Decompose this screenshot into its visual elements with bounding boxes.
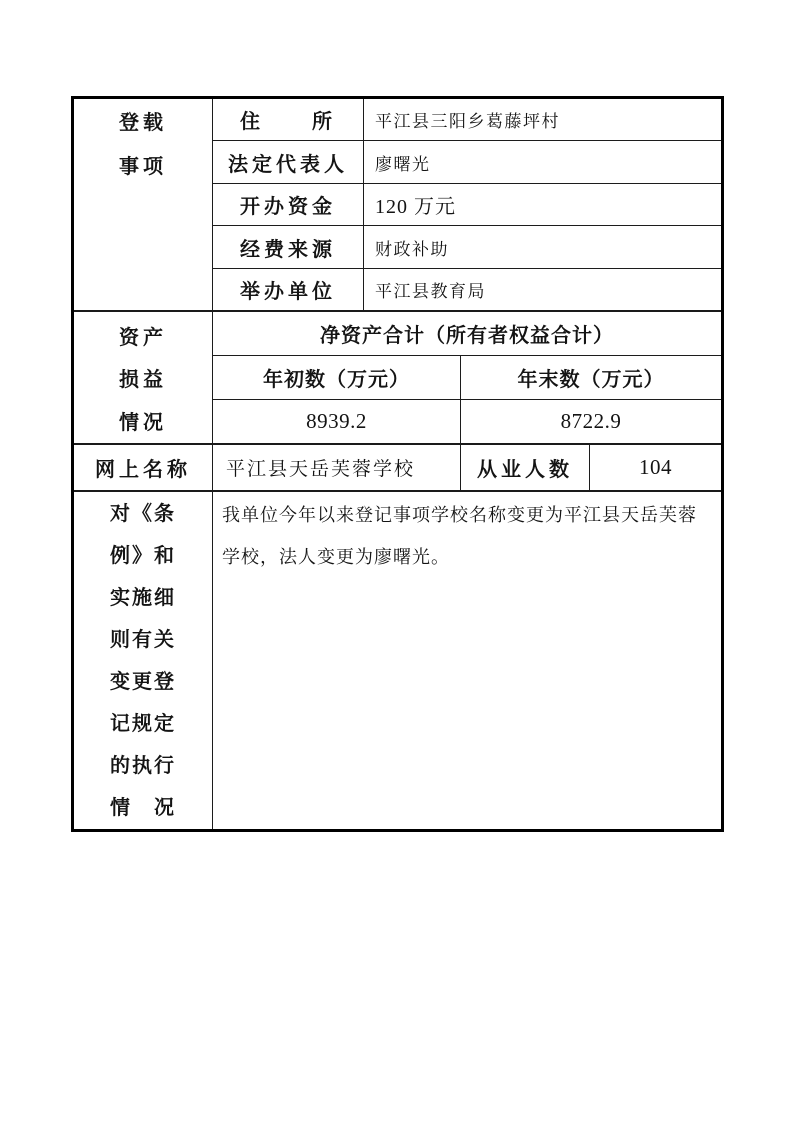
compliance-header-cell [74, 492, 213, 829]
compliance-statement: 我单位今年以来登记事项学校名称变更为平江县天岳芙蓉学校，法人变更为廖曙光。 [222, 505, 697, 567]
staff-count-label: 从业人数 [461, 445, 590, 490]
registration-form-table [71, 96, 724, 832]
year-start-label: 年初数（万元） [213, 356, 461, 399]
table-row-funding-source [213, 226, 721, 268]
address-label: 住 所 [213, 99, 364, 140]
opening-capital-value: 120 万元 [375, 196, 456, 219]
registered-items-header-line1: 登载 [119, 112, 167, 134]
funding-source-label: 经费来源 [213, 226, 364, 267]
year-end-label: 年末数（万元） [517, 369, 665, 392]
compliance-header-line3: 实施细 [110, 587, 176, 609]
asset-values-row [213, 400, 721, 443]
compliance-header-line2: 例》和 [110, 545, 176, 567]
legal-representative-label: 法定代表人 [213, 141, 364, 182]
year-end-value: 8722.9 [560, 409, 622, 434]
asset-section-header-cell [74, 312, 213, 443]
asset-header-line3: 情况 [119, 411, 167, 434]
table-row-address [213, 99, 721, 141]
asset-section [74, 312, 721, 445]
compliance-header-line8: 情 况 [110, 797, 176, 819]
table-row-opening-capital [213, 184, 721, 226]
compliance-header-line4: 则有关 [110, 629, 176, 651]
asset-period-labels-row [213, 356, 721, 400]
staff-count-value: 104 [639, 455, 672, 480]
registered-items-rows [213, 99, 721, 310]
compliance-header-line5: 变更登 [110, 671, 176, 693]
compliance-header-line6: 记规定 [110, 713, 176, 735]
opening-capital-label: 开办资金 [213, 184, 364, 225]
funding-source-value: 财政补助 [375, 239, 449, 259]
compliance-section [74, 492, 721, 829]
organizer-label: 举办单位 [213, 269, 364, 310]
registered-items-header-cell [74, 99, 213, 310]
net-assets-header: 净资产合计（所有者权益合计） [213, 312, 721, 356]
address-value: 平江县三阳乡葛藤坪村 [375, 112, 560, 132]
asset-section-rows [213, 312, 721, 443]
table-row-organizer [213, 269, 721, 310]
online-name-row [74, 445, 721, 492]
online-name-label: 网上名称 [74, 445, 213, 490]
compliance-header-line7: 的执行 [110, 755, 176, 777]
asset-header-line1: 资产 [119, 327, 167, 350]
online-name-value: 平江县天岳芙蓉学校 [213, 445, 461, 490]
legal-representative-value: 廖曙光 [375, 154, 431, 174]
organizer-value: 平江县教育局 [375, 282, 486, 302]
registered-items-header-line2: 事项 [119, 156, 167, 178]
asset-header-line2: 损益 [119, 369, 167, 392]
year-start-value: 8939.2 [213, 400, 461, 443]
compliance-header-line1: 对《条 [110, 503, 176, 525]
table-row-legal-representative [213, 141, 721, 183]
registered-items-section [74, 99, 721, 312]
